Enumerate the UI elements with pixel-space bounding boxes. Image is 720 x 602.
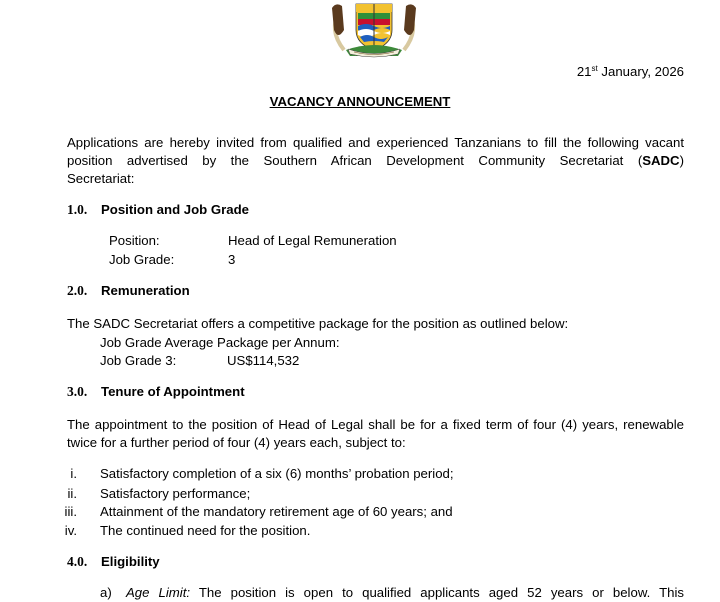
age-limit-text: The position is open to qualified applicants aged 52 years or below. This xyxy=(190,585,685,600)
section-1-number: 1.0. xyxy=(67,202,88,217)
intro-line-2-close: ) xyxy=(679,153,684,168)
date-day-suffix: st xyxy=(591,64,598,73)
condition-text: Attainment of the mandatory retirement age of 60 years; and xyxy=(100,504,453,519)
title-text: VACANCY ANNOUNCEMENT xyxy=(269,94,451,109)
section-2-number: 2.0. xyxy=(67,283,88,298)
letter-date xyxy=(577,63,684,81)
section-2-heading: Remuneration xyxy=(101,283,190,298)
intro-line-3: Secretariat: xyxy=(67,171,135,186)
coat-of-arms-emblem xyxy=(318,0,430,58)
section-3-number: 3.0. xyxy=(67,384,88,399)
condition-text: Satisfactory performance; xyxy=(100,486,251,501)
condition-text: The continued need for the position. xyxy=(100,523,311,538)
eligibility-item-letter: a) xyxy=(100,585,112,600)
date-day: 21 xyxy=(576,64,592,79)
intro-line-2 xyxy=(67,152,684,170)
tenure-line-2: twice for a further period of four (4) years each, subject to: xyxy=(67,435,406,450)
condition-text: Satisfactory completion of a six (6) months’ probation period; xyxy=(100,466,454,481)
grade-3-amount: US$114,532 xyxy=(227,353,300,368)
condition-numeral: ii. xyxy=(67,486,77,501)
condition-numeral: iv. xyxy=(64,523,77,538)
eligibility-item-text xyxy=(126,584,684,602)
section-3-heading: Tenure of Appointment xyxy=(101,384,245,399)
intro-sadc-bold: SADC xyxy=(642,153,680,168)
section-4-number: 4.0. xyxy=(67,554,88,569)
page-title xyxy=(0,93,720,111)
position-value: Head of Legal Remuneration xyxy=(228,233,397,248)
condition-numeral: i. xyxy=(70,466,77,481)
section-1-heading: Position and Job Grade xyxy=(101,202,250,217)
grade-3-label: Job Grade 3: xyxy=(100,353,177,368)
age-limit-title: Age Limit: xyxy=(126,585,191,600)
intro-line-2-text: position advertised by the Southern African Development Community Secretariat ( xyxy=(67,153,643,168)
condition-numeral: iii. xyxy=(64,504,77,519)
job-grade-value: 3 xyxy=(228,252,236,267)
position-label: Position: xyxy=(109,233,160,248)
date-month-year: January, 2026 xyxy=(597,64,684,79)
remuneration-text: The SADC Secretariat offers a competitive package for the position as outlined below: xyxy=(67,316,569,331)
job-grade-label: Job Grade: xyxy=(109,252,175,267)
section-4-heading: Eligibility xyxy=(101,554,160,569)
package-label: Job Grade Average Package per Annum: xyxy=(100,335,340,350)
tenure-line-1: The appointment to the position of Head of Legal shall be for a fixed term of four (4) years, renewable xyxy=(67,417,684,432)
intro-line-1: Applications are hereby invited from qualified and experienced Tanzanians to fill the following vacant xyxy=(67,135,684,150)
